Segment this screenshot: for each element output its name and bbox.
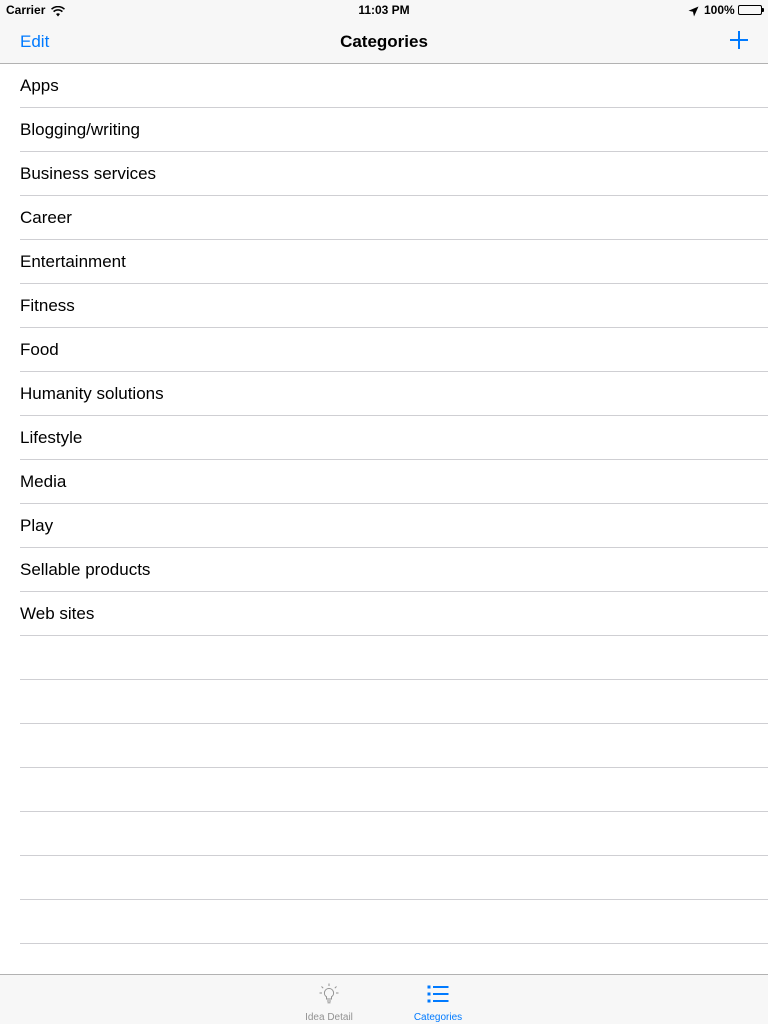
category-row[interactable] <box>20 372 768 416</box>
navigation-bar <box>0 20 768 64</box>
empty-row <box>20 856 768 900</box>
tab-categories[interactable] <box>393 975 483 1024</box>
category-row[interactable] <box>20 416 768 460</box>
category-label: Humanity solutions <box>20 384 164 403</box>
empty-row <box>20 768 768 812</box>
category-row[interactable] <box>20 548 768 592</box>
tab-label: Idea Detail <box>305 1012 353 1023</box>
category-row[interactable] <box>20 152 768 196</box>
edit-button[interactable]: Edit <box>20 32 50 51</box>
status-time: 11:03 PM <box>358 3 410 17</box>
empty-row <box>20 944 768 974</box>
plus-icon[interactable] <box>729 30 749 50</box>
category-row[interactable] <box>20 240 768 284</box>
carrier-label: Carrier <box>6 3 46 17</box>
empty-row <box>20 900 768 944</box>
empty-row <box>20 680 768 724</box>
empty-row <box>20 724 768 768</box>
battery-percent: 100% <box>704 3 735 17</box>
tab-label: Categories <box>413 1012 463 1023</box>
category-row[interactable] <box>20 592 768 636</box>
category-label: Blogging/writing <box>20 120 141 139</box>
lightbulb-icon <box>318 983 340 1005</box>
tab-idea-detail[interactable] <box>284 975 374 1024</box>
category-label: Career <box>20 208 72 227</box>
page-title: Categories <box>340 32 428 51</box>
category-label: Media <box>20 472 67 491</box>
category-row[interactable] <box>20 108 768 152</box>
category-label: Web sites <box>20 604 95 623</box>
battery-icon <box>738 5 762 15</box>
category-row[interactable] <box>20 328 768 372</box>
category-row[interactable] <box>20 504 768 548</box>
category-label: Food <box>20 340 59 359</box>
category-row[interactable] <box>20 460 768 504</box>
empty-row <box>20 636 768 680</box>
category-label: Fitness <box>20 296 75 315</box>
category-row[interactable] <box>20 64 768 108</box>
category-label: Apps <box>20 76 59 95</box>
category-label: Business services <box>20 164 157 183</box>
category-label: Entertainment <box>20 252 126 271</box>
status-bar <box>0 0 768 20</box>
category-label: Sellable products <box>20 560 151 579</box>
list-icon <box>427 983 449 1005</box>
empty-row <box>20 812 768 856</box>
categories-table[interactable] <box>0 64 768 974</box>
category-label: Play <box>20 516 54 535</box>
category-row[interactable] <box>20 284 768 328</box>
category-row[interactable] <box>20 196 768 240</box>
category-label: Lifestyle <box>20 428 83 447</box>
tab-bar <box>0 974 768 1024</box>
